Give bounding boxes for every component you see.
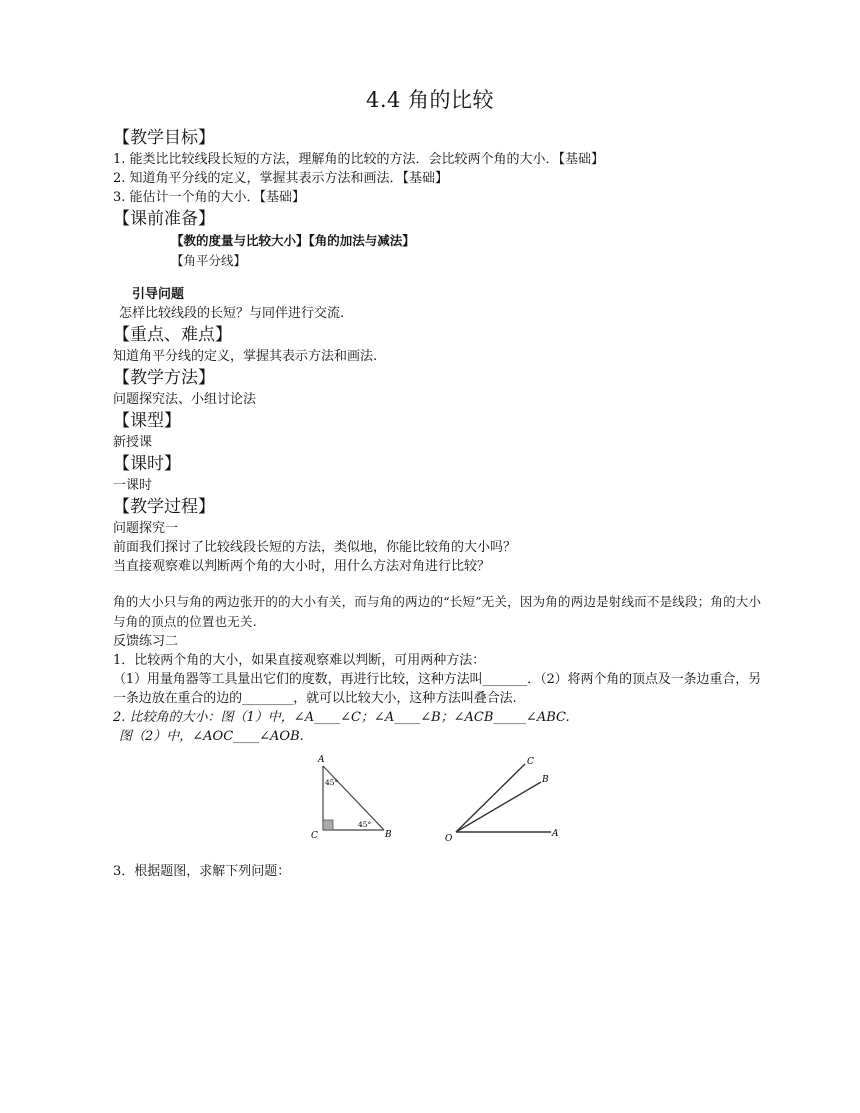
lesson-time-heading: 【课时】 <box>113 454 181 474</box>
objective-item-3: 3. 能估计一个角的大小．【基础】 <box>113 190 306 205</box>
explore-line-1: 前面我们探讨了比较线段长短的方法，类似地，你能比较角的大小吗？ <box>113 540 517 555</box>
right-angle-marker <box>323 820 333 830</box>
methods-text: 问题探究法、小组讨论法 <box>113 392 257 407</box>
document-content <box>113 126 763 881</box>
question-2-line-1: 2. 比较角的大小：图（1）中，∠A____∠C；∠A____∠B；∠ACB_____∠ABC. <box>113 710 570 725</box>
objective-item-1: 1. 能类比比较线段长短的方法，理解角的比较的方法．会比较两个角的大小．【基础】 <box>113 152 605 167</box>
preparation-links-line-1: 【教的度量与比较大小】【角的加法与减法】 <box>171 233 415 248</box>
question-1-methods: （1）用量角器等工具量出它们的度数，再进行比较，这种方法叫_______．（2）将两个角的顶点及一条边重合，另一条边放在重合的边的________，就可以比较大小，这种方法叫叠合法. <box>113 672 762 706</box>
feedback-title: 反馈练习二 <box>113 634 179 649</box>
angle-label-a: A <box>552 829 559 839</box>
guide-question-title: 引导问题 <box>132 287 185 302</box>
angle-label-b: B <box>542 775 549 785</box>
angle-label-o: O <box>445 834 453 842</box>
explore-title: 问题探究一 <box>113 521 179 536</box>
angle-a-measure: 45° <box>325 778 339 787</box>
triangle-label-a: A <box>318 755 325 765</box>
question-1-intro: 1．比较两个角的大小，如果直接观察难以判断，可用两种方法： <box>113 653 486 668</box>
question-3-line: 3．根据题图，求解下列问题： <box>113 864 291 879</box>
lesson-type-heading: 【课型】 <box>113 411 181 431</box>
angle-b-measure: 45° <box>358 820 372 829</box>
key-points-heading: 【重点、难点】 <box>113 325 232 345</box>
triangle-label-b: B <box>385 830 392 840</box>
lesson-type-text: 新授课 <box>113 435 153 450</box>
question-2-line-2: 图（2）中，∠AOC____∠AOB. <box>119 729 304 744</box>
objective-item-2: 2. 知道角平分线的定义，掌握其表示方法和画法．【基础】 <box>113 171 449 186</box>
methods-heading: 【教学方法】 <box>113 368 215 388</box>
key-points-text: 知道角平分线的定义，掌握其表示方法和画法. <box>113 349 378 364</box>
preparation-heading: 【课前准备】 <box>113 209 215 229</box>
right-triangle-figure <box>311 754 393 842</box>
process-heading: 【教学过程】 <box>113 497 215 517</box>
explore-line-2: 当直接观察难以判断两个角的大小时，用什么方法对角进行比较？ <box>113 559 491 574</box>
geometry-figures <box>113 754 763 848</box>
angle-comparison-figure <box>441 754 561 842</box>
angle-size-explanation: 角的大小只与角的两边张开的的大小有关，而与角的两边的“长短”无关，因为角的两边是射线而不是线段；角的大小与角的顶点的位置也无关. <box>113 594 762 629</box>
guide-question-text: 怎样比较线段的长短？与同伴进行交流. <box>119 306 345 321</box>
lesson-time-text: 一课时 <box>113 478 153 493</box>
preparation-links-line-2: 【角平分线】 <box>171 253 247 268</box>
angle-label-c: C <box>527 757 534 767</box>
document-title: 4.4 角的比较 <box>365 88 495 112</box>
objectives-heading: 【教学目标】 <box>113 128 215 148</box>
triangle-label-c: C <box>311 831 318 841</box>
